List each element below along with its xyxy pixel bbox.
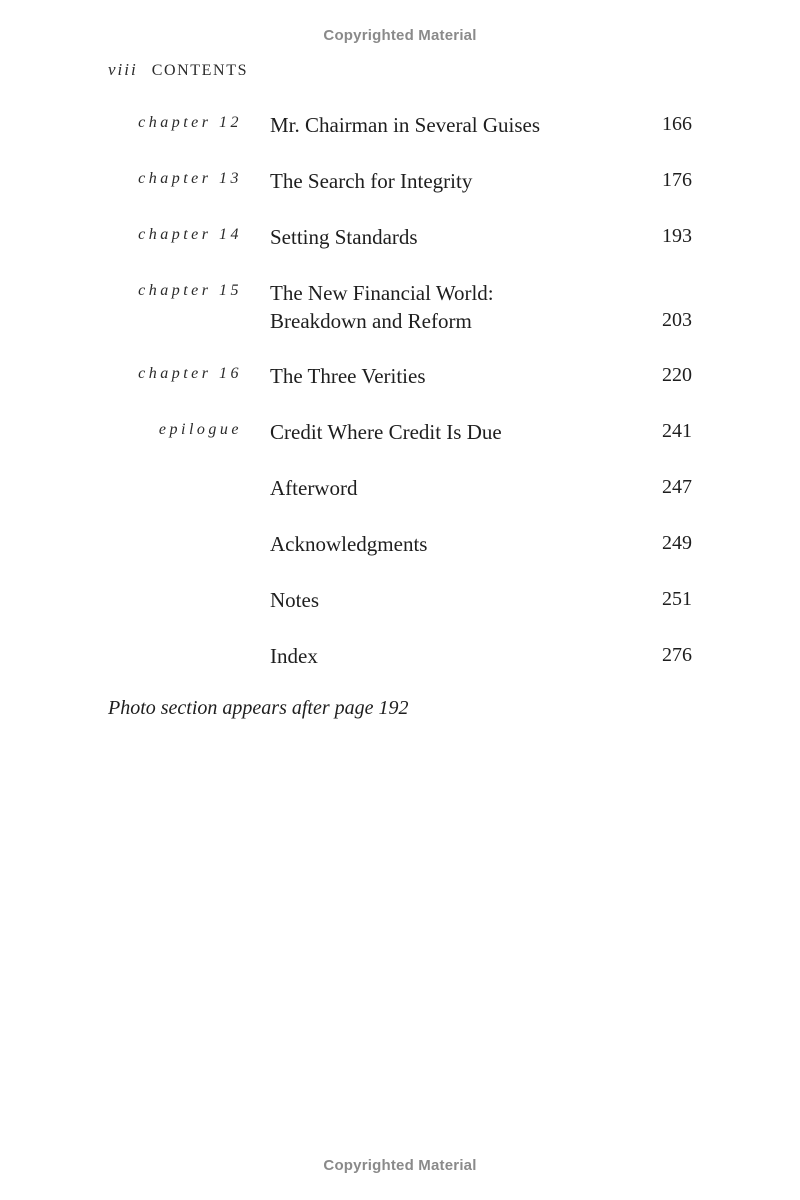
entry-title-line: Acknowledgments (270, 532, 428, 556)
entry-title (270, 642, 318, 670)
copyright-watermark-bottom: Copyrighted Material (323, 1157, 477, 1174)
entry-label: chapter 15 (138, 282, 242, 299)
entry-title (270, 167, 472, 195)
entry-page-number: 220 (662, 364, 692, 386)
entry-title (270, 111, 540, 139)
entry-page-number: 241 (662, 420, 692, 442)
entry-title (270, 586, 319, 614)
entry-title (270, 418, 502, 446)
entry-title-line: The Search for Integrity (270, 169, 473, 193)
entry-label: chapter 12 (138, 114, 242, 131)
entry-title-line: Credit Where Credit Is Due (270, 420, 502, 444)
entry-page-number: 203 (662, 309, 692, 331)
entry-label: chapter 16 (138, 365, 242, 382)
entry-title-line: Breakdown and Reform (270, 309, 472, 333)
entry-page-number: 247 (662, 476, 692, 498)
entry-page-number: 251 (662, 588, 692, 610)
entry-title (270, 530, 427, 558)
entry-page-number: 249 (662, 532, 692, 554)
entry-title (270, 279, 494, 335)
entry-page-number: 176 (662, 169, 692, 191)
entry-title (270, 362, 426, 390)
entry-label: chapter 14 (138, 226, 242, 243)
running-head-title: CONTENTS (151, 62, 249, 79)
page-folio: viii (108, 60, 138, 79)
entry-page-number: 166 (662, 113, 692, 135)
copyright-watermark-top: Copyrighted Material (323, 27, 477, 44)
entry-title-line: The New Financial World: (270, 281, 494, 305)
entry-page-number: 193 (662, 225, 692, 247)
entry-title (270, 223, 418, 251)
running-head (108, 60, 248, 80)
entry-page-number: 276 (662, 644, 692, 666)
entry-title-line: Setting Standards (270, 225, 418, 249)
entry-label: epilogue (158, 421, 242, 438)
photo-section-note: Photo section appears after page 192 (108, 697, 409, 719)
entry-title-line: The Three Verities (270, 364, 426, 388)
entry-title-line: Notes (270, 588, 319, 612)
entry-title-line: Index (270, 644, 318, 668)
entry-title (270, 474, 357, 502)
entry-title-line: Afterword (270, 476, 358, 500)
entry-label: chapter 13 (138, 170, 242, 187)
entry-title-line: Mr. Chairman in Several Guises (270, 113, 541, 137)
